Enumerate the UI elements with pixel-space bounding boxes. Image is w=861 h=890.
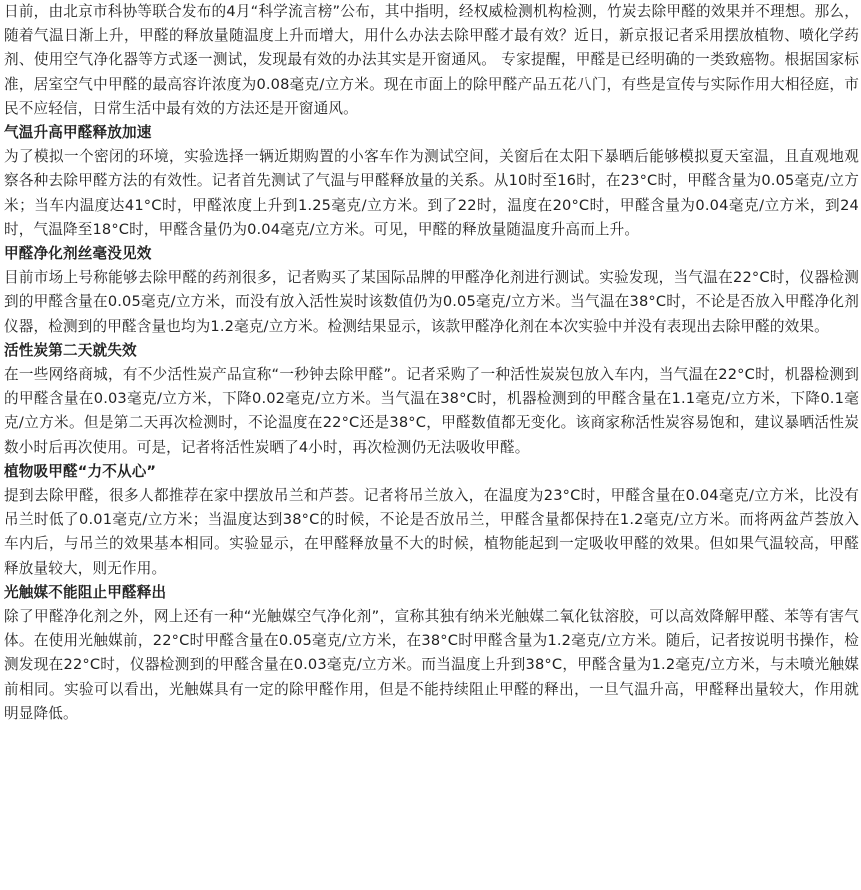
section-paragraph-activated-carbon: 在一些网络商城，有不少活性炭产品宣称“一秒钟去除甲醛”。记者采购了一种活性炭炭包放入车内，当气温在22°C时，机器检测到的甲醛含量在0.03毫克/立方米，下降0.02毫克/立方米。当气温在38°C时，机器检测到的甲醛含量在1.1毫克/立方米，下降0.1毫克/立方米。但是第二天再次检测时，不论温度在22°C还是38°C，甲醛数值都无变化。该商家称活性炭容易饱和，建议暴晒活性炭数小时后再次使用。可是，记者将活性炭晒了4小时，再次检测仍无法吸收甲醛。 xyxy=(4,366,859,456)
section-paragraph-photocatalyst: 除了甲醛净化剂之外，网上还有一种“光触媒空气净化剂”，宣称其独有纳米光触媒二氧化钛溶胶，可以高效降解甲醛、苯等有害气体。在使用光触媒前，22°C时甲醛含量在0.05毫克/立方米，在38°C时甲醛含量为1.2毫克/立方米。随后，记者按说明书操作，检测发现在22°C时，仪器检测到的甲醛含量在0.03毫克/立方米。而当温度上升到38°C，甲醛含量为1.2毫克/立方米，与未喷光触媒前相同。实验可以看出，光触媒具有一定的除甲醛作用，但是不能持续阻止甲醛的释出，一旦气温升高，甲醛释出量较大，作用就明显降低。 xyxy=(4,608,859,722)
section-paragraph-plants: 提到去除甲醛，很多人都推荐在家中摆放吊兰和芦荟。记者将吊兰放入，在温度为23°C时，甲醛含量在0.04毫克/立方米，比没有吊兰时低了0.01毫克/立方米；当温度达到38°C的时候，不论是否放吊兰，甲醛含量都保持在1.2毫克/立方米。而将两盆芦荟放入车内后，与吊兰的效果基本相同。实验显示，在甲醛释放量不大的时候，植物能起到一定吸收甲醛的效果。但如果气温较高，甲醛释放量较大，则无作用。 xyxy=(4,487,859,577)
section-heading-activated-carbon: 活性炭第二天就失效 xyxy=(4,341,137,359)
section-paragraph-purifier-agent: 目前市场上号称能够去除甲醛的药剂很多，记者购买了某国际品牌的甲醛净化剂进行测试。实验发现，当气温在22°C时，仪器检测到的甲醛含量在0.05毫克/立方米，而没有放入活性炭时该数值仍为0.05毫克/立方米。当气温在38°C时，不论是否放入甲醛净化剂仪器，检测到的甲醛含量也均为1.2毫克/立方米。检测结果显示，该款甲醛净化剂在本次实验中并没有表现出去除甲醛的效果。 xyxy=(4,269,859,335)
section-heading-temperature: 气温升高甲醛释放加速 xyxy=(4,124,152,142)
section-heading-photocatalyst: 光触媒不能阻止甲醛释出 xyxy=(4,583,167,601)
section-heading-purifier-agent: 甲醛净化剂丝毫没见效 xyxy=(4,245,152,263)
section-heading-plants: 植物吸甲醛“力不从心” xyxy=(4,462,157,480)
section-paragraph-temperature: 为了模拟一个密闭的环境，实验选择一辆近期购置的小客车作为测试空间，关窗后在太阳下暴晒后能够模拟夏天室温，且直观地观察各种去除甲醛方法的有效性。记者首先测试了气温与甲醛释放量的关系。从10时至16时，在23°C时，甲醛含量为0.05毫克/立方米；当车内温度达41°C时，甲醛浓度上升到1.25毫克/立方米。到了22时，温度在20°C时，甲醛含量为0.04毫克/立方米，到24时，气温降至18°C时，甲醛含量仍为0.04毫克/立方米。可见，甲醛的释放量随温度升高而上升。 xyxy=(4,148,859,238)
intro-paragraph: 日前，由北京市科协等联合发布的4月“科学流言榜”公布，其中指明，经权威检测机构检测，竹炭去除甲醛的效果并不理想。那么，随着气温日渐上升，甲醛的释放量随温度上升而增大，用什么办法去除甲醛才最有效？近日，新京报记者采用摆放植物、喷化学药剂、使用空气净化器等方式逐一测试，发现最有效的办法其实是开窗通风。 专家提醒，甲醛是已经明确的一类致癌物。根据国家标准，居室空气中甲醛的最高容许浓度为0.08毫克/立方米。现在市面上的除甲醛产品五花八门，有些是宣传与实际作用大相径庭，市民不应轻信，日常生活中最有效的方法还是开窗通风。 xyxy=(4,3,859,117)
